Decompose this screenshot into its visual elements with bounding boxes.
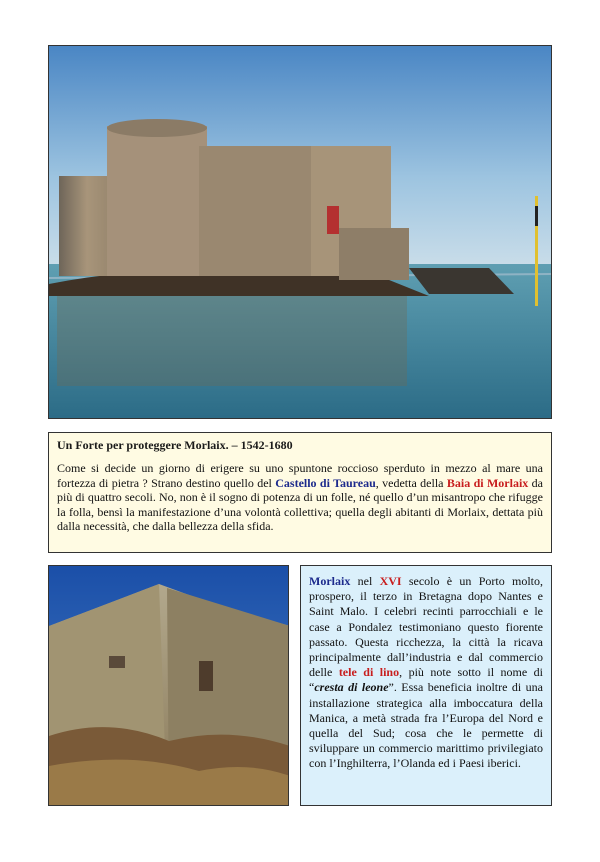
intro-text-box (48, 432, 552, 553)
castello-highlight: Castello di Taureau (275, 475, 376, 490)
history-text-2: secolo è un Porto molto, prospero, il terzo in Bretagna dopo Nantes e Saint Malo. I celebri recinti parrocchiali e le case a Pondalez testimoniano questo fiorente passato. Questa ricchezza, la città la ricava principalmente dall’industria e dal commercio delle (309, 574, 543, 680)
fort-photo (48, 45, 552, 419)
intro-text-2: , vedetta della (375, 475, 447, 490)
history-text-3: , più note sotto il nome di “ (309, 665, 543, 695)
history-text-1: nel (350, 574, 380, 588)
century-highlight: XVI (379, 574, 402, 588)
morlaix-highlight: Morlaix (309, 574, 351, 588)
history-paragraph (309, 574, 543, 772)
history-text-box (300, 565, 552, 806)
history-text-4: ”. Essa beneficia inoltre di una installazione strategica alla imboccatura della Manica, a metà strada fra l’Europa del Nord e quella del Sud; cosa che le permette di sviluppare un commercio marittimo privilegiato con l’Inghilterra, l’Olanda ed i Paesi iberici. (309, 680, 543, 771)
intro-text-3: da più di quattro secoli. No, non è il sogno di potenza di un folle, né quello d’un misantropo che rifugge la folla, bensì la manifestazione d’una volontà collettiva; quella degli abitanti di Morlaix, dettata più dalla necessità, che dalla bellezza della sfida. (57, 475, 543, 534)
fort-wall-photo (48, 565, 289, 806)
article-title: Un Forte per proteggere Morlaix. – 1542-1680 (57, 438, 293, 452)
baia-highlight: Baia di Morlaix (446, 475, 529, 490)
intro-text-1: Come si decide un giorno di erigere su uno spuntone roccioso sperduto in mezzo al mare una fortezza di pietra ? Strano destino quello del (57, 461, 543, 490)
cresta-highlight: cresta di leone (314, 680, 389, 695)
tele-highlight: tele di lino (338, 665, 400, 680)
intro-paragraph (57, 461, 543, 534)
